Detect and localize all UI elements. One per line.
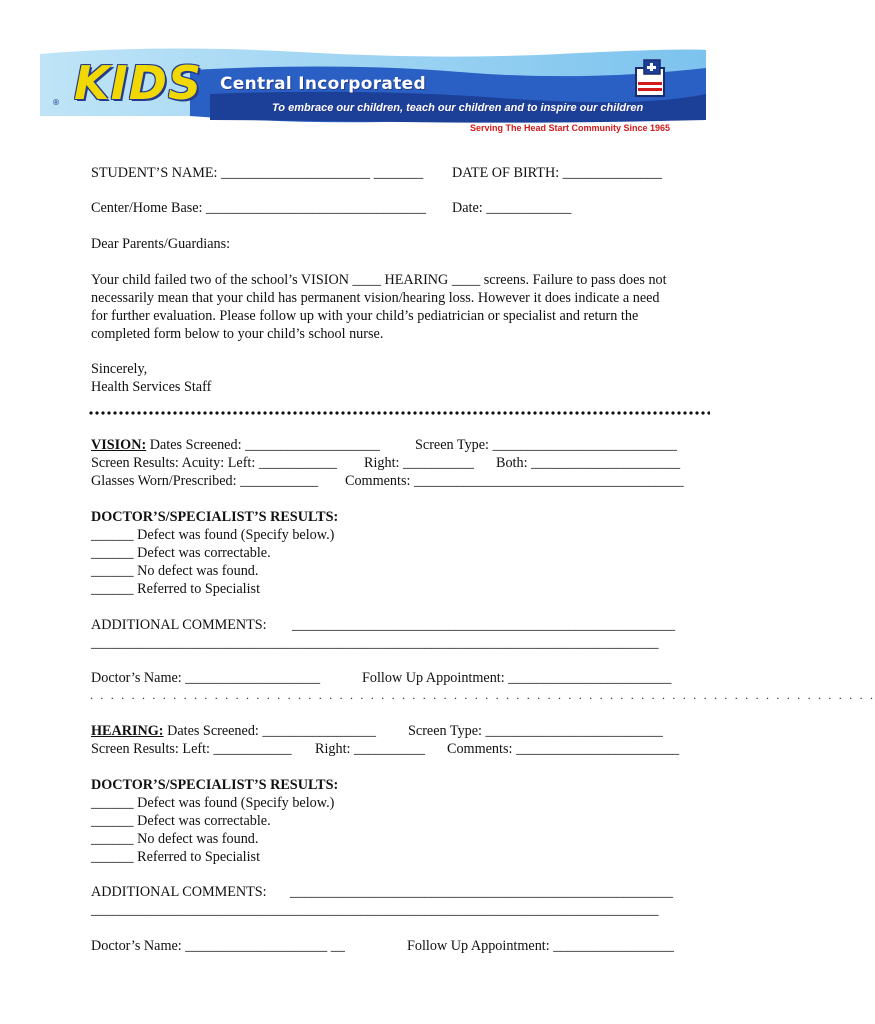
hearing-row-1 (91, 722, 376, 740)
vision-follow-up-field[interactable]: Follow Up Appointment: _______________________ (362, 670, 672, 686)
vision-result-defect-found[interactable]: ______ Defect was found (Specify below.) (91, 527, 335, 543)
hearing-doctor-name-field[interactable]: Doctor’s Name: ____________________ __ (91, 938, 345, 954)
hearing-result-defect-found[interactable]: ______ Defect was found (Specify below.) (91, 795, 335, 811)
kids-logo: KIDS (74, 56, 203, 110)
registered-mark: ® (52, 98, 60, 107)
vision-acuity-left-field[interactable]: Screen Results: Acuity: Left: ___________ (91, 455, 337, 471)
letter-line-2: necessarily mean that your child has permanent vision/hearing loss. However it does indicate a need (91, 290, 660, 306)
hearing-heading: HEARING: (91, 723, 164, 739)
header-banner (40, 44, 706, 136)
hearing-results-heading: DOCTOR’S/SPECIALIST’S RESULTS: (91, 777, 339, 793)
hearing-comments-field[interactable]: Comments: _______________________ (447, 741, 680, 757)
tagline: To embrace our children, teach our children and to inspire our children (272, 102, 644, 114)
hearing-result-correctable[interactable]: ______ Defect was correctable. (91, 813, 271, 829)
hearing-left-field[interactable]: Screen Results: Left: ___________ (91, 741, 292, 757)
hearing-right-field[interactable]: Right: __________ (315, 741, 425, 757)
vision-row-1 (91, 436, 380, 454)
vision-doctor-name-field[interactable]: Doctor’s Name: ___________________ (91, 670, 321, 686)
cut-line-divider (88, 410, 710, 416)
date-of-birth-field[interactable]: DATE OF BIRTH: ______________ (452, 165, 662, 181)
hearing-additional-line-1[interactable]: ______________________________________________________ (290, 884, 674, 900)
vision-heading: VISION: (91, 437, 147, 453)
date-field[interactable]: Date: ____________ (452, 200, 572, 216)
hearing-result-no-defect[interactable]: ______ No defect was found. (91, 831, 259, 847)
section-separator: . . . . . . . . . . . . . . . . . . . . . . . . . . . . . . . . . . . . . . . . . . . . . . . . . . . . . . . . . . . . . . . . . . . . . . . . . . . . (90, 688, 875, 702)
vision-both-field[interactable]: Both: _____________________ (496, 455, 681, 471)
flag-block-icon (634, 58, 668, 98)
vision-result-correctable[interactable]: ______ Defect was correctable. (91, 545, 271, 561)
center-home-base-field[interactable]: Center/Home Base: _______________________________ (91, 200, 426, 216)
vision-result-referred[interactable]: ______ Referred to Specialist (91, 581, 261, 597)
company-name: Central Incorporated (220, 74, 426, 94)
hearing-additional-line-2[interactable]: ________________________________________________________________________________ (91, 902, 659, 918)
salutation: Dear Parents/Guardians: (91, 236, 231, 252)
letter-line-4: completed form below to your child’s school nurse. (91, 326, 384, 342)
vision-results-heading: DOCTOR’S/SPECIALIST’S RESULTS: (91, 509, 339, 525)
signature: Health Services Staff (91, 379, 212, 395)
student-name-field[interactable]: STUDENT’S NAME: _____________________ _______ (91, 165, 424, 181)
letter-line-3: for further evaluation. Please follow up with your child’s pediatrician or specialist and return the (91, 308, 639, 324)
vision-right-field[interactable]: Right: __________ (364, 455, 474, 471)
letter-line-1: Your child failed two of the school’s VISION ____ HEARING ____ screens. Failure to pass does not (91, 272, 667, 288)
serving-since: Serving The Head Start Community Since 1965 (470, 123, 671, 133)
vision-dates-screened-field[interactable]: Dates Screened: ___________________ (149, 437, 380, 453)
hearing-result-referred[interactable]: ______ Referred to Specialist (91, 849, 261, 865)
vision-result-no-defect[interactable]: ______ No defect was found. (91, 563, 259, 579)
vision-screen-type-field[interactable]: Screen Type: __________________________ (415, 437, 677, 453)
vision-additional-line-2[interactable]: ________________________________________________________________________________ (91, 635, 659, 651)
vision-additional-line-1[interactable]: ______________________________________________________ (292, 617, 676, 633)
vision-additional-label: ADDITIONAL COMMENTS: (91, 617, 267, 633)
vision-glasses-field[interactable]: Glasses Worn/Prescribed: ___________ (91, 473, 319, 489)
hearing-dates-screened-field[interactable]: Dates Screened: ________________ (167, 723, 376, 739)
hearing-follow-up-field[interactable]: Follow Up Appointment: _________________ (407, 938, 674, 954)
hearing-screen-type-field[interactable]: Screen Type: _________________________ (408, 723, 663, 739)
vision-comments-field[interactable]: Comments: ______________________________________ (345, 473, 684, 489)
hearing-additional-label: ADDITIONAL COMMENTS: (91, 884, 267, 900)
closing: Sincerely, (91, 361, 148, 377)
